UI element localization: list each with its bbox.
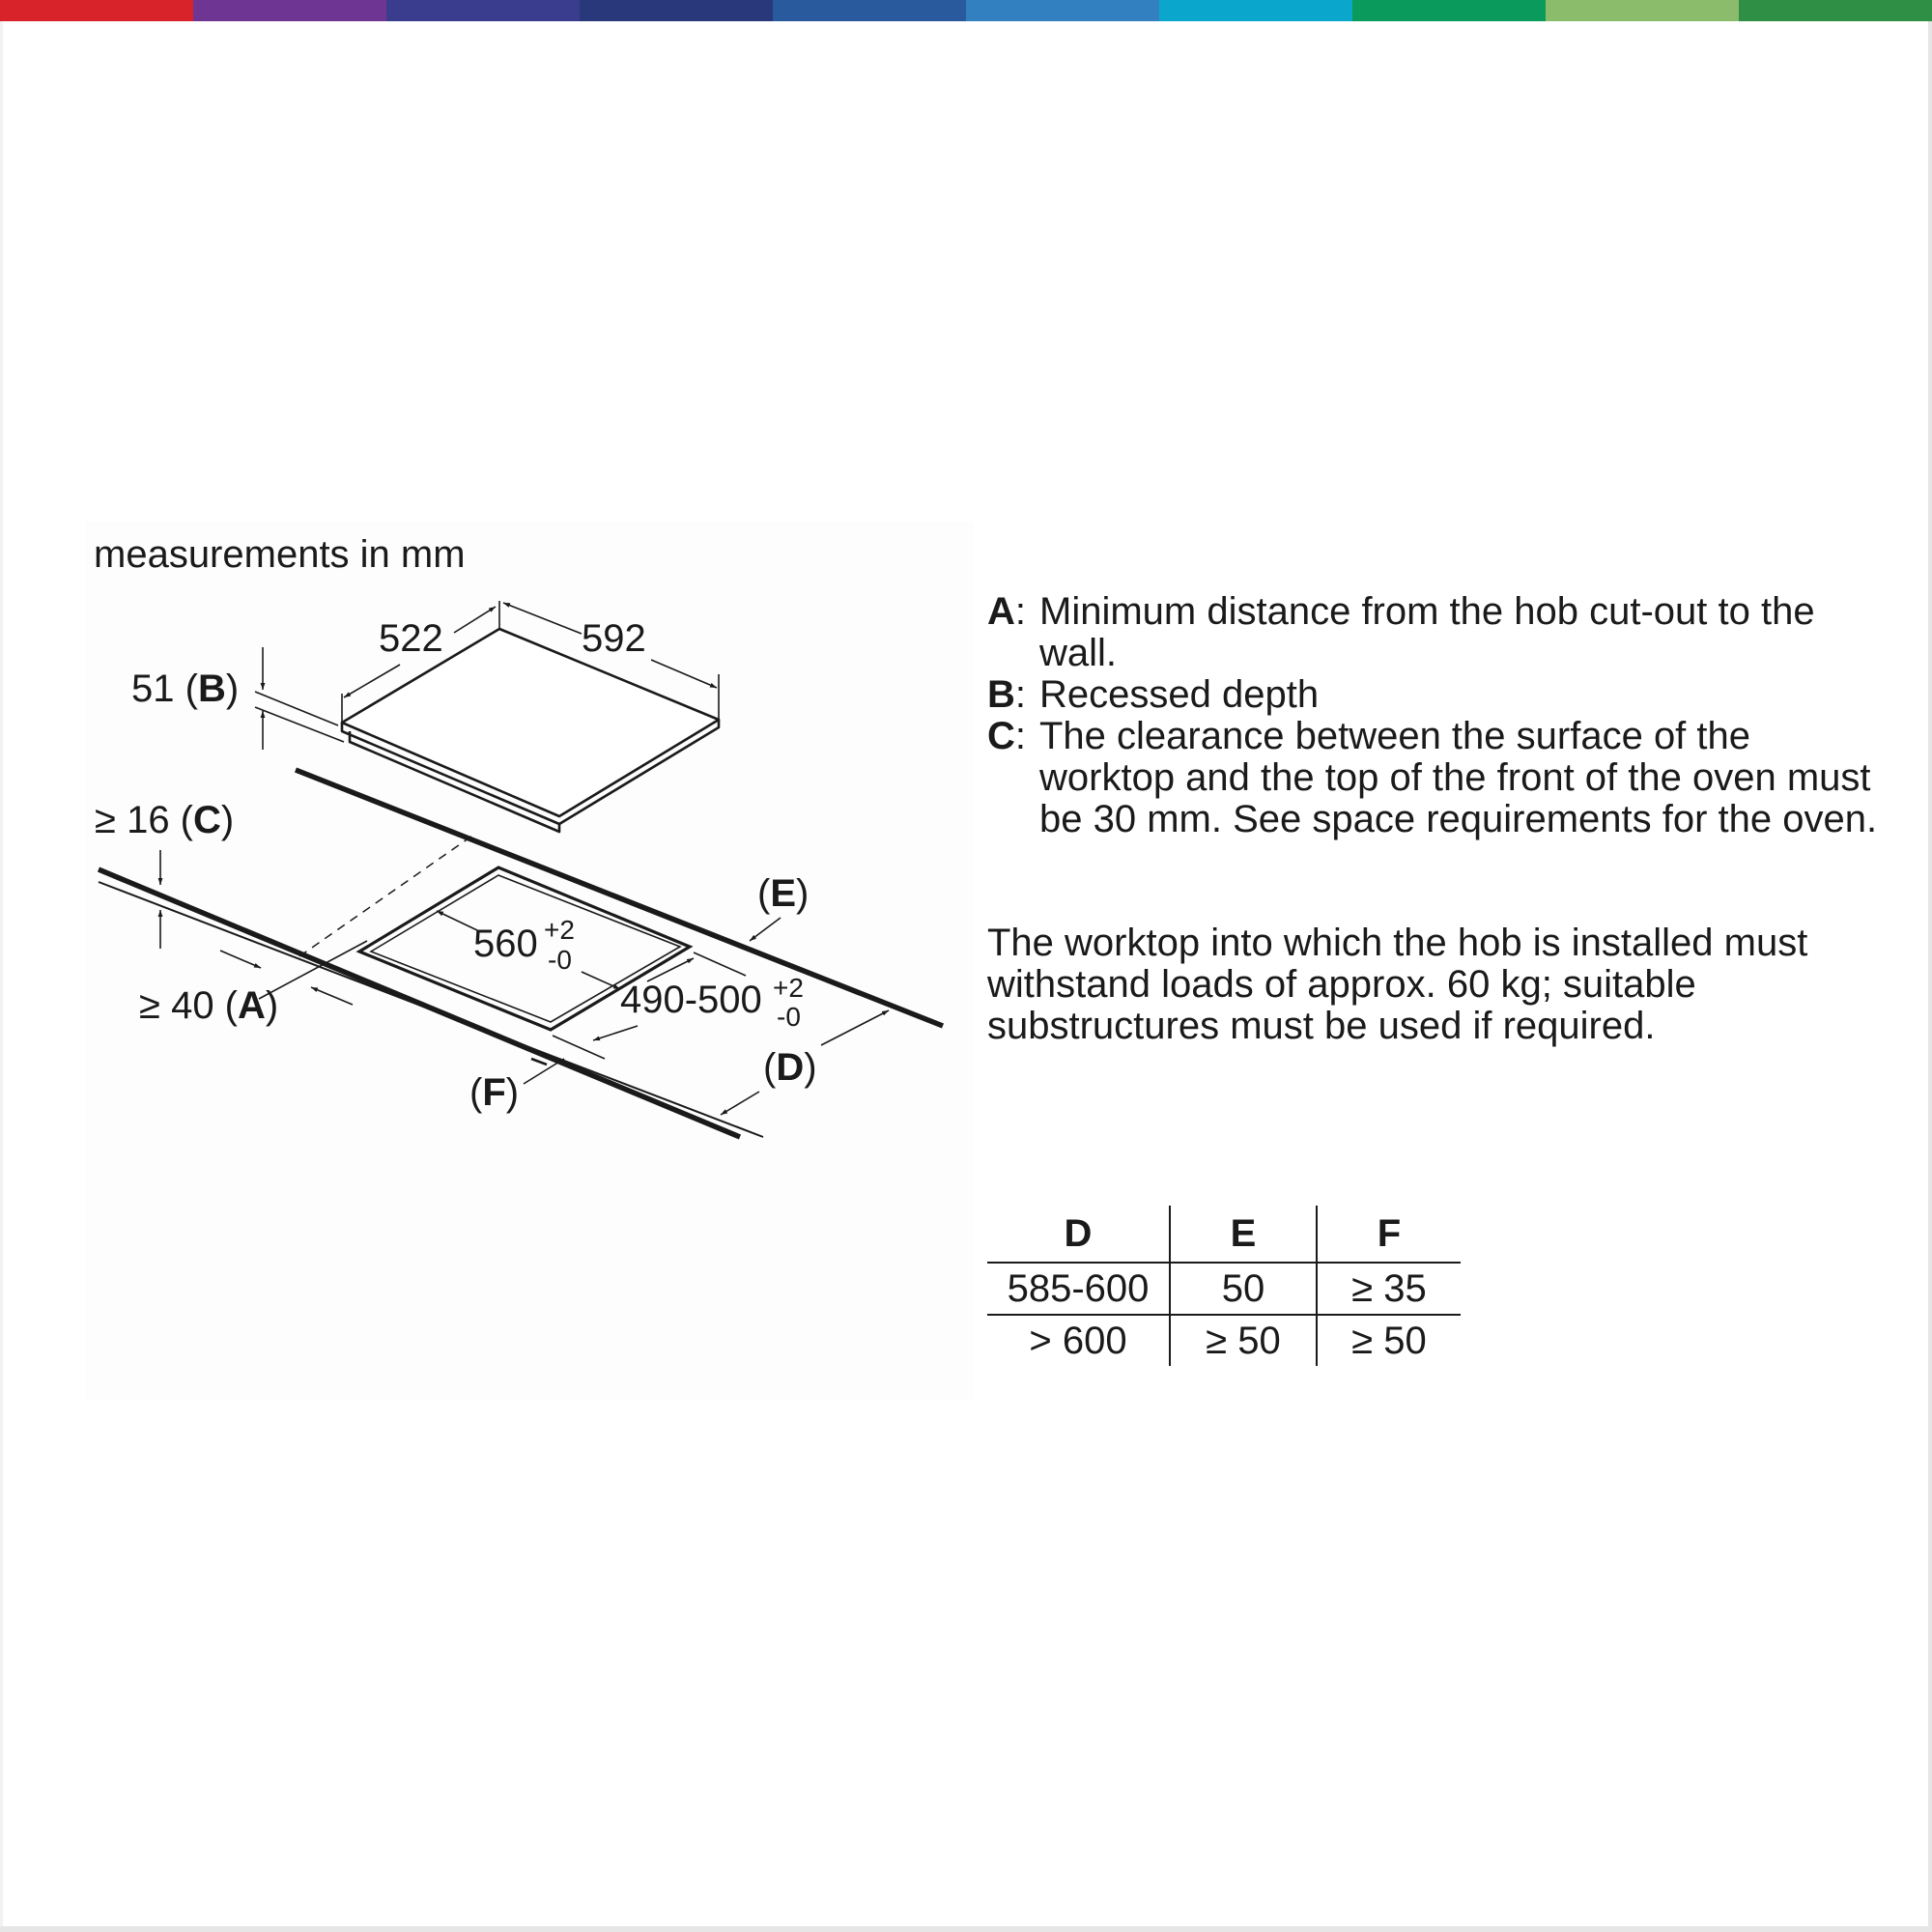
- label-e: (E): [757, 872, 810, 915]
- table-cell: > 600: [987, 1315, 1170, 1366]
- table-cell: ≥ 35: [1317, 1263, 1461, 1315]
- label-f: (F): [469, 1071, 520, 1114]
- label-a-value: ≥ 40: [139, 984, 214, 1027]
- label-cutout-tol-plus: +2: [544, 915, 575, 945]
- label-depth-tol-minus: -0: [777, 1002, 801, 1032]
- label-a-key: A: [238, 984, 266, 1027]
- label-c-value: ≥ 16: [95, 799, 170, 841]
- table-row: [987, 1315, 1461, 1366]
- label-recessed-depth: 51 (B): [131, 668, 240, 710]
- dim-e-arrow: [750, 918, 781, 941]
- label-width-592: 592: [582, 617, 646, 660]
- dim-560-arrow-left: [437, 911, 477, 930]
- dim-b-ext-bottom: [255, 707, 344, 742]
- legend-key-wrap: C :: [987, 716, 1039, 840]
- dim-f-tick: [531, 1059, 547, 1065]
- label-d-key: D: [776, 1046, 805, 1089]
- dim-560-arrow-right: [582, 972, 620, 989]
- measurement-unit-caption: measurements in mm: [94, 533, 466, 576]
- legend-text: The clearance between the surface of the worktop and the top of the front of the oven must be 30 mm. See space requirements for the oven.: [1039, 715, 1878, 840]
- worktop-load-note: The worktop into which the hob is installed must withstand loads of approx. 60 kg; suitable substructures must be used if required.: [987, 922, 1808, 1047]
- label-cutout-tol-minus: -0: [548, 945, 572, 975]
- legend-key: B: [987, 673, 1015, 716]
- table-header-row: [987, 1206, 1461, 1263]
- clearance-table: [987, 1206, 1461, 1366]
- legend: [987, 591, 1895, 840]
- worktop-hidden-edge: [299, 834, 475, 956]
- table-header: E: [1170, 1206, 1317, 1263]
- dim-a-arrow-left: [220, 951, 261, 968]
- dim-522-arrow-right: [454, 607, 496, 633]
- table-cell: 50: [1170, 1263, 1317, 1315]
- label-cutout-depth: 490-500: [620, 979, 762, 1021]
- legend-item-b: [987, 674, 1895, 716]
- legend-item-c: [987, 716, 1895, 840]
- dim-592-arrow-right: [651, 660, 717, 688]
- table-header: D: [987, 1206, 1170, 1263]
- dim-depth-arrow-bottom: [593, 1026, 638, 1040]
- table-header: F: [1317, 1206, 1461, 1263]
- label-b-key: B: [197, 668, 226, 710]
- legend-text: Recessed depth: [1039, 673, 1320, 716]
- dim-depth-ext-right: [694, 952, 746, 976]
- legend-text: Minimum distance from the hob cut-out to the wall.: [1039, 590, 1815, 674]
- dim-b-ext-top: [255, 692, 338, 725]
- legend-item-a: [987, 591, 1895, 674]
- legend-key-wrap: A :: [987, 591, 1039, 674]
- label-depth-tol-plus: +2: [773, 973, 804, 1003]
- label-clearance-c: ≥ 16 (C): [95, 799, 235, 841]
- legend-key: A: [987, 590, 1015, 633]
- dim-d-arrow-bottom: [721, 1092, 759, 1115]
- label-b-value: 51: [131, 668, 175, 710]
- dim-a-arrow-right: [311, 987, 353, 1005]
- label-width-522: 522: [379, 617, 443, 660]
- table-cell: 585-600: [987, 1263, 1170, 1315]
- table-cell: ≥ 50: [1170, 1315, 1317, 1366]
- legend-key: C: [987, 715, 1015, 757]
- label-cutout-width: 560: [473, 923, 538, 965]
- label-d: (D): [763, 1046, 817, 1089]
- label-e-key: E: [770, 872, 797, 915]
- label-f-key: F: [482, 1071, 506, 1114]
- dim-d-arrow-top: [821, 1010, 889, 1045]
- legend-key-wrap: B :: [987, 673, 1027, 716]
- dim-592-arrow-left: [503, 603, 582, 634]
- label-c-key: C: [193, 799, 221, 841]
- label-distance-a: ≥ 40 (A): [139, 984, 279, 1027]
- table-cell: ≥ 50: [1351, 1320, 1427, 1362]
- table-row: [987, 1263, 1461, 1315]
